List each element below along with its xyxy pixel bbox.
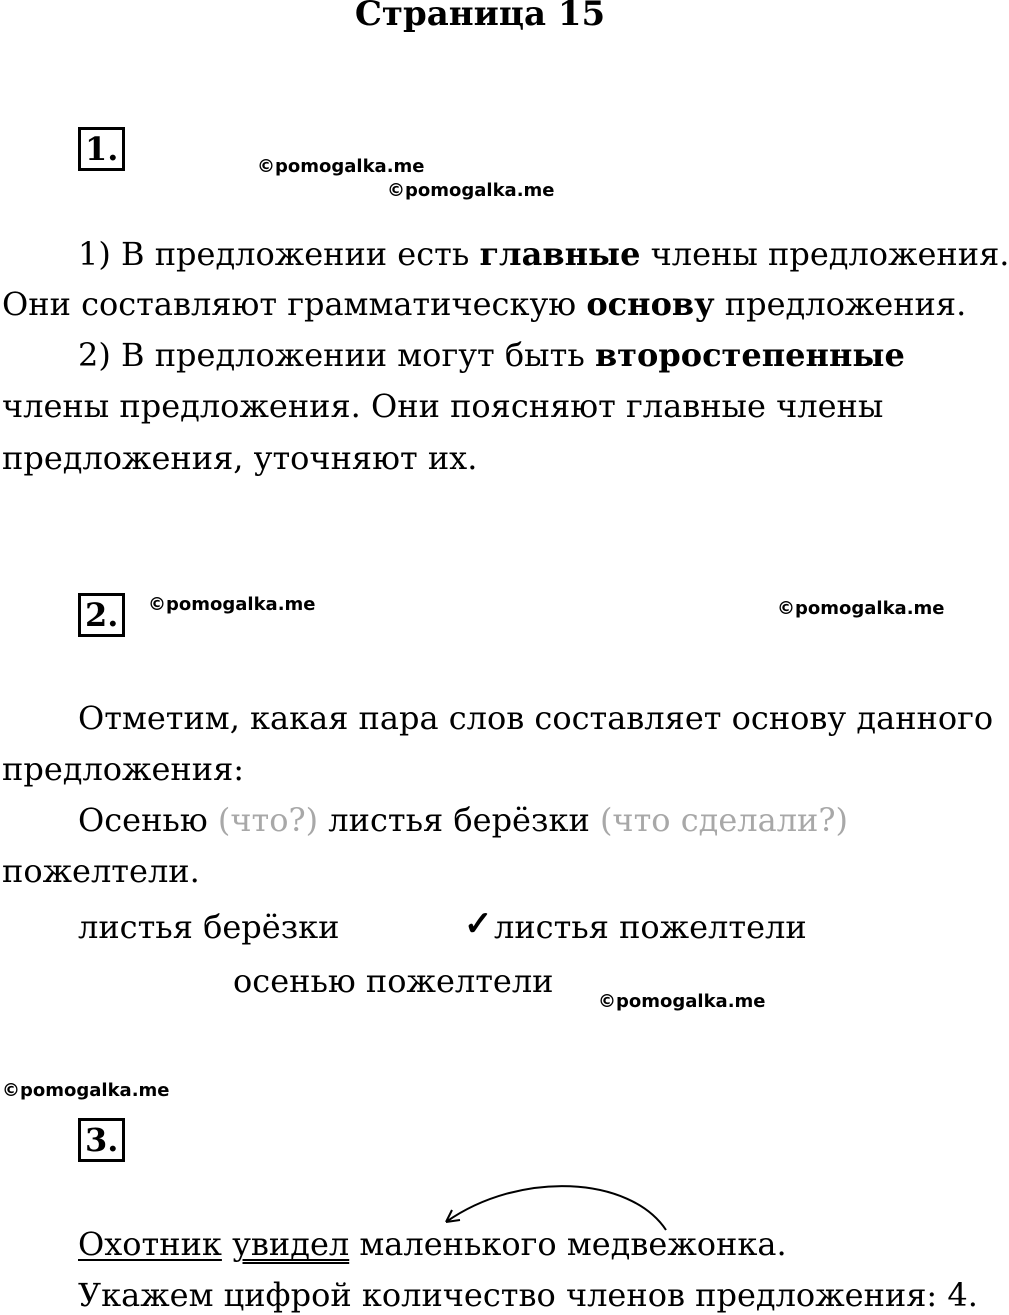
watermark: ©pomogalka.me bbox=[2, 1080, 170, 1101]
task1-paragraph2-line1 bbox=[78, 335, 905, 375]
watermark: ©pomogalka.me bbox=[387, 180, 555, 201]
text-span: 1) В предложении есть bbox=[78, 235, 480, 273]
bold-term: основу bbox=[586, 285, 715, 323]
watermark: ©pomogalka.me bbox=[257, 156, 425, 177]
text-span: члены предложения. bbox=[640, 235, 1009, 273]
checkmark-icon: ✓ bbox=[464, 904, 493, 944]
task1-paragraph1-line1 bbox=[78, 234, 1009, 274]
option-1: листья берёзки bbox=[78, 908, 340, 946]
question-hint: (что?) bbox=[217, 801, 319, 839]
text-span: 2) В предложении могут быть bbox=[78, 336, 595, 374]
task2-sentence-line2: пожелтели. bbox=[2, 852, 200, 890]
bold-term: главные bbox=[479, 235, 641, 273]
task1-paragraph1-line2 bbox=[2, 284, 966, 324]
task-number-3: 3. bbox=[78, 1118, 125, 1162]
sentence-word: Осенью bbox=[78, 801, 208, 839]
task2-line2: предложения: bbox=[2, 750, 245, 788]
predicate-word: увидел bbox=[232, 1225, 350, 1263]
sentence-rest: мален bbox=[349, 1225, 464, 1263]
watermark: ©pomogalka.me bbox=[598, 991, 766, 1012]
text-span: Они составляют грамматическую bbox=[2, 285, 587, 323]
text-span: предложения. bbox=[714, 285, 967, 323]
subject-word: Охотник bbox=[78, 1225, 222, 1263]
bold-term: второстепенные bbox=[594, 336, 905, 374]
task-number-2: 2. bbox=[78, 593, 125, 637]
task1-paragraph2-line3: предложения, уточняют их. bbox=[2, 439, 478, 477]
task3-sentence bbox=[78, 1224, 787, 1264]
watermark: ©pomogalka.me bbox=[148, 594, 316, 615]
watermark: ©pomogalka.me bbox=[777, 598, 945, 619]
question-hint: (что сделали?) bbox=[599, 801, 848, 839]
option-2-correct: листья пожелтели bbox=[494, 908, 807, 946]
task2-line1: Отметим, какая пара слов составляет основу данного bbox=[78, 699, 994, 737]
task2-sentence bbox=[78, 800, 848, 840]
sentence-rest: ького медвежонка. bbox=[463, 1225, 787, 1263]
option-3: осенью пожелтели bbox=[233, 962, 554, 1000]
page-title: Страница 15 bbox=[354, 0, 606, 34]
sentence-word: листья берёзки bbox=[328, 801, 590, 839]
task3-answer: Укажем цифрой количество членов предложения: 4. bbox=[78, 1276, 978, 1314]
task1-paragraph2-line2: члены предложения. Они поясняют главные члены bbox=[2, 387, 884, 425]
task-number-1: 1. bbox=[78, 127, 125, 171]
